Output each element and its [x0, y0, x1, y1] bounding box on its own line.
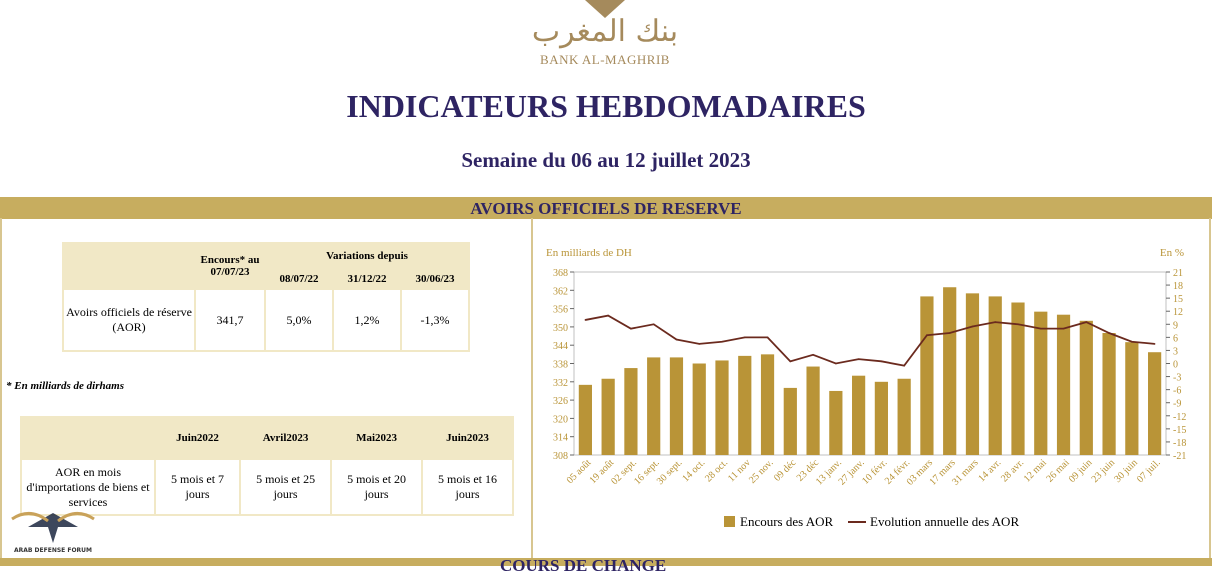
bar	[1125, 342, 1138, 455]
x-tick-label: 09 juin	[1066, 457, 1095, 485]
x-tick-label: 16 sept.	[632, 457, 662, 488]
forum-watermark	[8, 505, 98, 561]
line-point	[903, 365, 905, 367]
x-tick-label: 02 sept.	[609, 457, 640, 488]
logo-arabic-text: بنك المغرب	[531, 14, 679, 49]
left-tick-label: 350	[553, 322, 568, 334]
line-point	[1154, 343, 1156, 345]
left-border	[0, 218, 2, 560]
line-point	[698, 343, 700, 345]
line-point	[1131, 341, 1133, 343]
right-tick-label: -21	[1173, 451, 1187, 462]
line-point	[1086, 321, 1088, 323]
encours-header: Encours* au 07/07/23	[196, 244, 264, 288]
line-point	[835, 363, 837, 365]
line-point	[767, 337, 769, 339]
months-value: 5 mois et 7 jours	[156, 460, 239, 514]
bar	[852, 376, 865, 455]
x-tick-label: 23 juin	[1089, 457, 1118, 485]
bar	[738, 356, 751, 455]
bar	[1148, 352, 1161, 455]
bar	[761, 354, 774, 455]
x-tick-label: 25 nov.	[747, 457, 776, 486]
x-tick-label: 14 avr.	[976, 457, 1004, 485]
bar	[943, 287, 956, 455]
line-point	[881, 361, 883, 363]
right-tick-label: 0	[1173, 359, 1178, 371]
bar	[989, 296, 1002, 455]
left-tick-label: 356	[553, 304, 568, 316]
left-tick-label: 332	[553, 377, 568, 389]
period-header: Mai2023	[332, 418, 421, 458]
period-header: Juin2023	[423, 418, 512, 458]
left-tick-label: 362	[553, 286, 568, 298]
left-tick-label: 314	[553, 432, 568, 444]
x-tick-label: 03 mars	[904, 457, 936, 488]
page-title: INDICATEURS HEBDOMADAIRES	[346, 88, 866, 124]
line-point	[744, 337, 746, 339]
table-corner	[64, 244, 194, 288]
plot-area	[553, 268, 1186, 488]
bar	[602, 379, 615, 455]
line-point	[812, 354, 814, 356]
line-point	[630, 328, 632, 330]
right-tick-label: -6	[1173, 385, 1182, 397]
right-tick-label: 15	[1173, 294, 1183, 306]
eagle-icon	[8, 505, 98, 549]
bar	[920, 296, 933, 455]
x-tick-label: 13 janv.	[813, 457, 844, 488]
left-axis-title: En milliards de DH	[546, 247, 632, 259]
section-title-bar: AVOIRS OFFICIELS DE RESERVE	[0, 197, 1212, 219]
x-tick-label: 10 févr.	[860, 457, 890, 487]
right-tick-label: -9	[1173, 398, 1182, 410]
legend	[724, 514, 1019, 529]
bar	[806, 367, 819, 455]
line-point	[585, 319, 587, 321]
line-point	[790, 361, 792, 363]
bar	[1102, 333, 1115, 455]
line-point	[1063, 328, 1065, 330]
variations-header: Variations depuis	[266, 244, 468, 268]
x-tick-label: 14 oct.	[680, 457, 708, 485]
x-tick-label: 12 mai	[1021, 457, 1049, 485]
right-tick-label: 9	[1173, 320, 1178, 332]
x-tick-label: 30 juin	[1112, 457, 1140, 485]
x-tick-label: 05 août	[564, 457, 594, 487]
line-point	[721, 341, 723, 343]
right-tick-label: 18	[1173, 281, 1183, 293]
legend-line-label: Evolution annuelle des AOR	[870, 514, 1020, 529]
units-note: * En milliards de dirhams	[6, 380, 124, 392]
left-tick-label: 344	[553, 341, 568, 353]
plot-frame	[574, 272, 1166, 455]
aor-chart	[536, 240, 1206, 550]
x-tick-label: 30 sept.	[654, 457, 685, 488]
left-tick-label: 308	[553, 451, 568, 462]
line-point	[1108, 332, 1110, 334]
right-axis-title: En %	[1159, 247, 1184, 259]
x-tick-label: 07 juil.	[1134, 457, 1163, 486]
bar	[784, 388, 797, 455]
x-tick-label: 28 avr.	[999, 457, 1027, 485]
bar	[624, 368, 637, 455]
x-tick-label: 11 nov	[725, 457, 753, 485]
right-tick-label: 3	[1173, 346, 1178, 358]
x-tick-label: 28 oct.	[703, 457, 731, 485]
line-point	[1017, 323, 1019, 325]
variation-value: -1,3%	[402, 290, 468, 350]
left-tick-label: 338	[553, 359, 568, 371]
line-point	[949, 332, 951, 334]
months-value: 5 mois et 25 jours	[241, 460, 330, 514]
line-point	[858, 358, 860, 360]
date-header: 08/07/22	[266, 270, 332, 288]
bank-logo	[515, 0, 695, 72]
reserve-table	[62, 242, 470, 352]
table-corner	[22, 418, 154, 458]
forum-watermark-text: ARAB DEFENSE FORUM	[13, 547, 93, 554]
bar	[1057, 315, 1070, 455]
period-header: Avril2023	[241, 418, 330, 458]
line-point	[926, 334, 928, 336]
right-tick-label: -15	[1173, 424, 1187, 436]
bar	[875, 382, 888, 455]
variation-value: 5,0%	[266, 290, 332, 350]
row-label: Avoirs officiels de réserve (AOR)	[64, 290, 194, 350]
bar	[647, 357, 660, 455]
line-point	[676, 339, 678, 341]
bar	[829, 391, 842, 455]
x-tick-label: 26 mai	[1044, 457, 1072, 485]
next-section-title: COURS DE CHANGE	[500, 556, 667, 575]
date-header: 30/06/23	[402, 270, 468, 288]
x-tick-label: 31 mars	[950, 457, 981, 488]
bar	[579, 385, 592, 455]
months-value: 5 mois et 20 jours	[332, 460, 421, 514]
x-tick-label: 27 janv.	[836, 457, 867, 488]
line-point	[1040, 328, 1042, 330]
x-tick-label: 23 déc	[794, 457, 822, 484]
line-point	[653, 323, 655, 325]
right-border	[1209, 218, 1211, 560]
row-label: AOR en mois d'importations de biens et services	[22, 460, 154, 514]
panel-divider	[531, 218, 533, 560]
x-tick-label: 24 févr.	[882, 457, 913, 487]
legend-bar-label: Encours des AOR	[740, 514, 834, 529]
months-value: 5 mois et 16 jours	[423, 460, 512, 514]
months-import-table	[20, 416, 514, 516]
right-tick-label: 12	[1173, 307, 1183, 319]
bar	[1080, 321, 1093, 455]
left-tick-label: 320	[553, 414, 568, 426]
x-tick-label: 09 déc	[771, 457, 799, 484]
line-point	[607, 315, 609, 317]
right-tick-label: 21	[1173, 268, 1183, 279]
variation-value: 1,2%	[334, 290, 400, 350]
legend-bar-swatch	[724, 516, 735, 527]
left-tick-label: 326	[553, 396, 568, 408]
x-tick-label: 19 août	[587, 457, 617, 487]
right-tick-label: 6	[1173, 333, 1178, 345]
date-header: 31/12/22	[334, 270, 400, 288]
bar	[670, 357, 683, 455]
right-tick-label: -18	[1173, 437, 1187, 449]
line-point	[994, 321, 996, 323]
right-tick-label: -3	[1173, 372, 1182, 384]
x-tick-label: 17 mars	[927, 457, 958, 488]
bar	[1034, 312, 1047, 455]
bar	[693, 364, 706, 456]
period-header: Juin2022	[156, 418, 239, 458]
right-tick-label: -12	[1173, 411, 1187, 423]
bar	[966, 293, 979, 455]
line-point	[972, 326, 974, 328]
bar	[898, 379, 911, 455]
page-subtitle: Semaine du 06 au 12 juillet 2023	[461, 148, 751, 172]
left-tick-label: 368	[553, 268, 568, 279]
bar	[715, 360, 728, 455]
encours-value: 341,7	[196, 290, 264, 350]
logo-text: BANK AL-MAGHRIB	[540, 52, 670, 67]
